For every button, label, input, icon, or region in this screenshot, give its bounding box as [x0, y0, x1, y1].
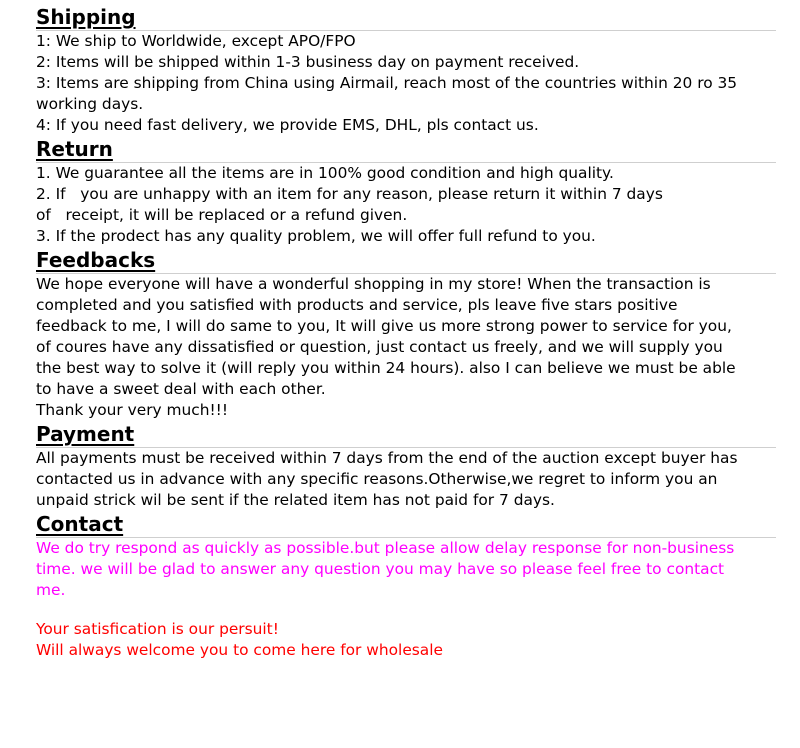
contact-line: time. we will be glad to answer any question you may have so please feel free to contact — [36, 560, 725, 578]
policy-document — [36, 4, 786, 661]
payment-line: contacted us in advance with any specific reasons.Otherwise,we regret to inform you an — [36, 470, 718, 488]
shipping-heading: Shipping — [36, 4, 776, 31]
payment-line: unpaid strick wil be sent if the related item has not paid for 7 days. — [36, 491, 555, 509]
contact-heading: Contact — [36, 511, 776, 538]
closing-line: Will always welcome you to come here for wholesale — [36, 641, 443, 659]
return-line: 2. If you are unhappy with an item for any reason, please return it within 7 days — [36, 185, 663, 203]
shipping-section — [36, 31, 786, 136]
shipping-line: 1: We ship to Worldwide, except APO/FPO — [36, 32, 356, 50]
shipping-line: 4: If you need fast delivery, we provide EMS, DHL, pls contact us. — [36, 116, 539, 134]
contact-line: We do try respond as quickly as possible.but please allow delay response for non-business — [36, 539, 735, 557]
feedbacks-line: We hope everyone will have a wonderful shopping in my store! When the transaction is — [36, 275, 711, 293]
feedbacks-heading: Feedbacks — [36, 247, 776, 274]
shipping-line: 3: Items are shipping from China using Airmail, reach most of the countries within 20 ro 35 — [36, 74, 738, 92]
feedbacks-line: of coures have any dissatisfied or question, just contact us freely, and we will supply you — [36, 338, 723, 356]
closing-line: Your satisfication is our persuit! — [36, 620, 279, 638]
shipping-line: working days. — [36, 95, 144, 113]
payment-heading: Payment — [36, 421, 776, 448]
shipping-line: 2: Items will be shipped within 1-3 business day on payment received. — [36, 53, 580, 71]
return-section — [36, 163, 786, 247]
feedbacks-line: completed and you satisfied with products and service, pls leave five stars positive — [36, 296, 678, 314]
return-heading: Return — [36, 136, 776, 163]
feedbacks-line: the best way to solve it (will reply you within 24 hours). also I can believe we must be able — [36, 359, 736, 377]
contact-section — [36, 538, 786, 661]
payment-line: All payments must be received within 7 days from the end of the auction except buyer has — [36, 449, 738, 467]
return-line: 1. We guarantee all the items are in 100% good condition and high quality. — [36, 164, 614, 182]
feedbacks-section — [36, 274, 786, 421]
feedbacks-line: feedback to me, I will do same to you, It will give us more strong power to service for you, — [36, 317, 732, 335]
feedbacks-line: to have a sweet deal with each other. — [36, 380, 326, 398]
payment-section — [36, 448, 786, 511]
return-line: of receipt, it will be replaced or a refund given. — [36, 206, 408, 224]
return-line: 3. If the prodect has any quality problem, we will offer full refund to you. — [36, 227, 596, 245]
contact-spacer — [36, 601, 786, 619]
contact-line: me. — [36, 581, 66, 599]
feedbacks-line: Thank your very much!!! — [36, 401, 229, 419]
